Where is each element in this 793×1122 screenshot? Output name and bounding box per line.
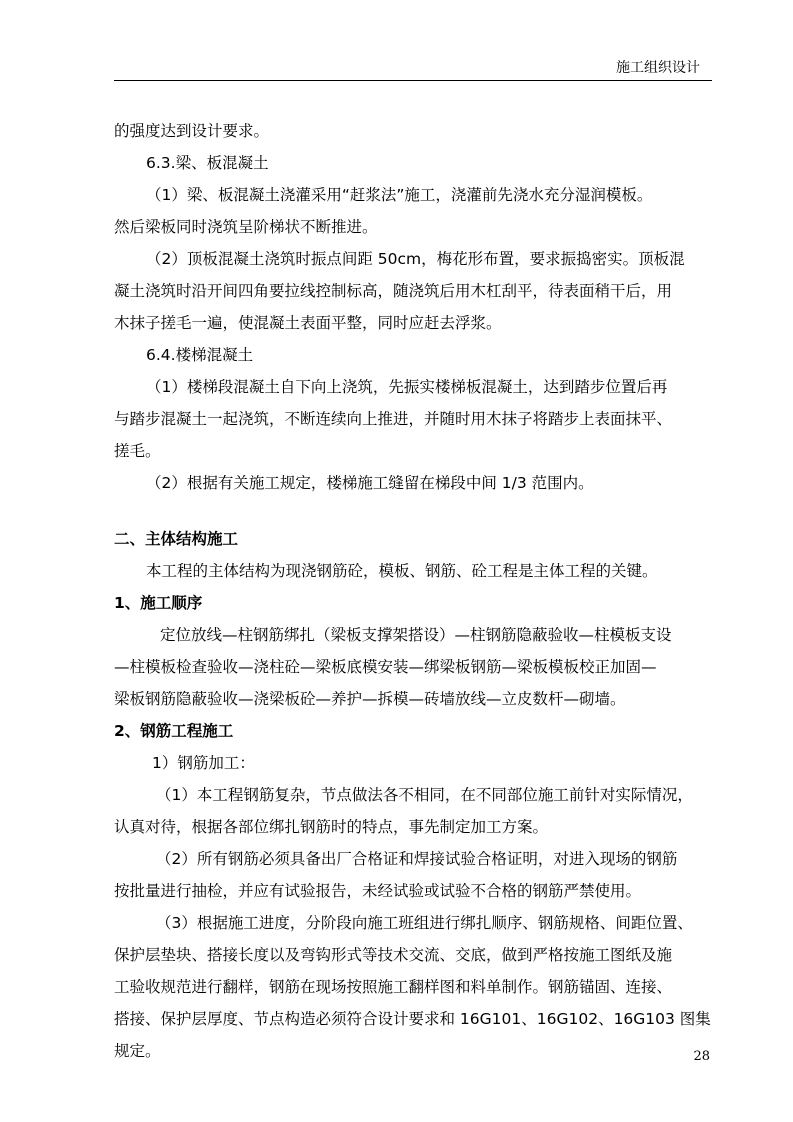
page-number: 28 (693, 1049, 710, 1064)
text-line: 凝土浇筑时沿开间四角要拉线控制标高，随浇筑后用木杠刮平，待表面稍干后，用 (114, 282, 673, 300)
text-line: （2）顶板混凝土浇筑时振点间距 50cm，梅花形布置，要求振捣密实。顶板混 (146, 250, 685, 268)
text-line: 的强度达到设计要求。 (114, 122, 270, 140)
text-line: （2）所有钢筋必须具备出厂合格证和焊接试验合格证明，对进入现场的钢筋 (156, 850, 678, 868)
text-line: 规定。 (114, 1042, 161, 1060)
text-line: 与踏步混凝土一起浇筑，不断连续向上推进，并随时用木抹子将踏步上表面抹平、 (114, 410, 673, 428)
text-line: （1）本工程钢筋复杂，节点做法各不相同，在不同部位施工前针对实际情况， (156, 786, 693, 804)
text-line: 定位放线—柱钢筋绑扎（梁板支撑架搭设）—柱钢筋隐蔽验收—柱模板支设 (160, 626, 672, 644)
text-line: 然后梁板同时浇筑呈阶梯状不断推进。 (114, 218, 378, 236)
header-title: 施工组织设计 (616, 60, 700, 76)
section-heading: 6.4.楼梯混凝土 (146, 346, 254, 364)
page-header (114, 58, 712, 81)
text-line: 工验收规范进行翻样，钢筋在现场按照施工翻样图和料单制作。钢筋锚固、连接、 (114, 978, 673, 996)
section-heading: 6.3.梁、板混凝土 (146, 154, 269, 172)
text-line: （1）楼梯段混凝土自下向上浇筑，先振实楼梯板混凝土，达到踏步位置后再 (146, 378, 668, 396)
text-line: 本工程的主体结构为现浇钢筋砼，模板、钢筋、砼工程是主体工程的关键。 (146, 562, 658, 580)
subsection-heading: 1、施工顺序 (114, 594, 203, 612)
text-line: 认真对待，根据各部位绑扎钢筋时的特点，事先制定加工方案。 (114, 818, 549, 836)
text-line: 按批量进行抽检，并应有试验报告，未经试验或试验不合格的钢筋严禁使用。 (114, 882, 642, 900)
text-line: （3）根据施工进度，分阶段向施工班组进行绑扎顺序、钢筋规格、间距位置、 (156, 914, 693, 932)
text-line: （1）梁、板混凝土浇灌采用“赶浆法”施工，浇灌前先浇水充分湿润模板。 (146, 186, 653, 204)
subsection-heading: 2、钢筋工程施工 (114, 722, 234, 740)
text-line: 木抹子搓毛一遍，使混凝土表面平整，同时应赶去浮浆。 (114, 314, 502, 332)
chapter-heading: 二、主体结构施工 (114, 530, 239, 548)
text-line: 保护层垫块、搭接长度以及弯钩形式等技术交流、交底，做到严格按施工图纸及施 (114, 946, 673, 964)
text-line: 梁板钢筋隐蔽验收—浇梁板砼—养护—拆模—砖墙放线—立皮数杆—砌墙。 (114, 690, 626, 708)
text-line: 搭接、保护层厚度、节点构造必须符合设计要求和 16G101、16G102、16G103 图集 (114, 1010, 711, 1028)
text-line: 1）钢筋加工： (152, 754, 255, 772)
text-line: 搓毛。 (114, 442, 161, 460)
text-line: —柱模板检查验收—浇柱砼—梁板底模安装—绑梁板钢筋—梁板模板校正加固— (114, 658, 657, 676)
text-line: （2）根据有关施工规定，楼梯施工缝留在梯段中间 1/3 范围内。 (146, 474, 594, 492)
